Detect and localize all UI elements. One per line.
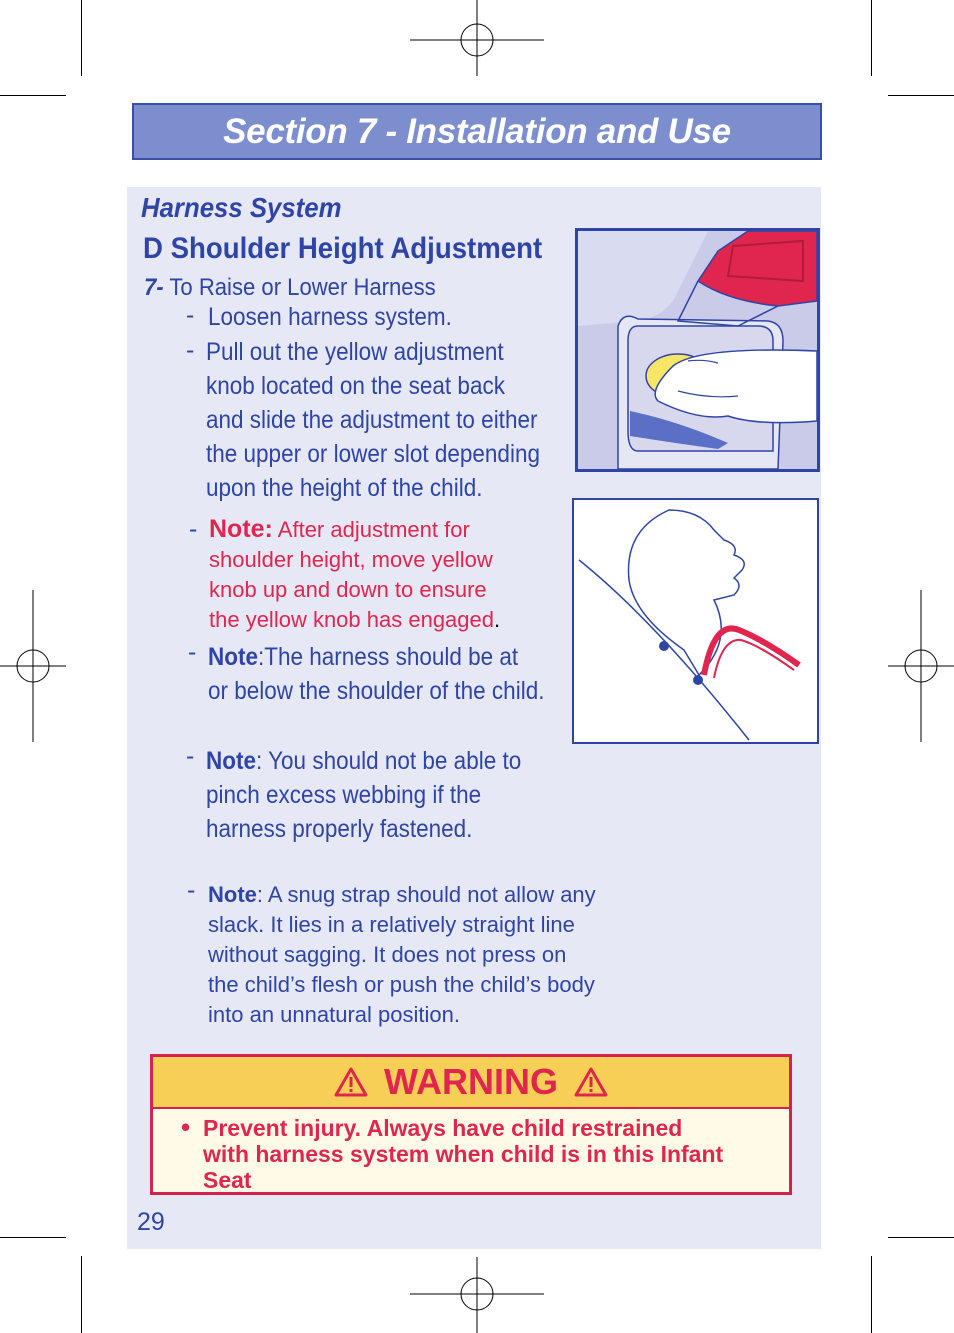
note-label: Note (208, 882, 257, 907)
warning-line: Seat (203, 1167, 252, 1193)
dash-marker: - (186, 742, 195, 770)
instruction-pull (206, 335, 540, 505)
warning-line: Prevent injury. Always have child restrained (203, 1115, 683, 1141)
note-pinch (206, 744, 521, 846)
note-label: Note (208, 643, 259, 671)
note-line: slack. It lies in a relatively straight line (208, 912, 575, 937)
warning-box (150, 1054, 792, 1195)
crop-mark (81, 0, 82, 76)
note-line: or below the shoulder of the child. (208, 677, 545, 705)
warning-triangle-icon (574, 1067, 608, 1097)
dash-marker: - (188, 638, 197, 666)
illustration-adjustment-knob (575, 228, 820, 472)
note-line: harness properly fastened. (206, 815, 473, 843)
section-header (132, 103, 822, 160)
registration-mark-icon (410, 0, 544, 76)
crop-mark (871, 1256, 872, 1333)
note-line: :The harness should be at (258, 643, 519, 671)
step-title: To Raise or Lower Harness (169, 274, 436, 301)
note-line: shoulder height, move yellow (209, 547, 493, 572)
note-line: without sagging. It does not press on (208, 942, 567, 967)
warning-title: WARNING (384, 1061, 558, 1102)
registration-mark-icon (0, 590, 66, 742)
step-number: 7- (144, 274, 164, 301)
section-title: Harness System (141, 192, 342, 223)
instruction-line: Pull out the yellow adjustment (206, 338, 504, 366)
warning-line: with harness system when child is in this Infant (203, 1141, 724, 1167)
instruction-line: the upper or lower slot depending (206, 440, 540, 468)
note-label: Note: (209, 515, 273, 543)
registration-mark-icon (410, 1257, 544, 1333)
note-line: the child’s flesh or push the child’s body (208, 972, 595, 997)
illustration-shoulder-harness (572, 498, 819, 744)
instruction-line: knob located on the seat back (206, 372, 505, 400)
note-line: : A snug strap should not allow any (256, 882, 596, 907)
note-line: After adjustment for (277, 517, 470, 542)
note-line: pinch excess webbing if the (206, 781, 482, 809)
crop-mark (0, 1237, 66, 1238)
section-header-title: Section 7 - Installation and Use (223, 111, 731, 151)
step-heading (144, 274, 436, 302)
warning-triangle-icon (334, 1067, 368, 1097)
crop-mark (81, 1256, 82, 1333)
crop-mark (871, 0, 872, 76)
crop-mark (0, 95, 66, 96)
hand-knob-illustration (578, 231, 817, 469)
crop-mark (888, 95, 954, 96)
note-line: knob up and down to ensure (209, 577, 487, 602)
warning-header (153, 1057, 789, 1109)
note-label: Note (206, 747, 257, 775)
bullet-marker: • (181, 1112, 191, 1142)
dash-marker: - (186, 301, 195, 329)
instruction-line: upon the height of the child. (206, 474, 483, 502)
shoulder-harness-illustration (574, 500, 817, 742)
dash-marker: - (189, 515, 198, 543)
page-number: 29 (137, 1208, 165, 1236)
note-line: the yellow knob has engaged (209, 607, 494, 632)
instruction-loosen: Loosen harness system. (208, 303, 452, 331)
note-shoulder (208, 640, 544, 708)
registration-mark-icon (888, 590, 954, 742)
note-line: into an unnatural position. (208, 1002, 460, 1027)
note-period: . (494, 607, 501, 632)
warning-text (153, 1109, 789, 1193)
note-engage (209, 514, 500, 635)
instruction-line: and slide the adjustment to either (206, 406, 538, 434)
crop-mark (888, 1237, 954, 1238)
dash-marker: - (186, 336, 195, 364)
note-snug (208, 880, 596, 1030)
note-line: : You should not be able to (256, 747, 522, 775)
subsection-title: D Shoulder Height Adjustment (143, 232, 543, 265)
dash-marker: - (187, 876, 196, 904)
